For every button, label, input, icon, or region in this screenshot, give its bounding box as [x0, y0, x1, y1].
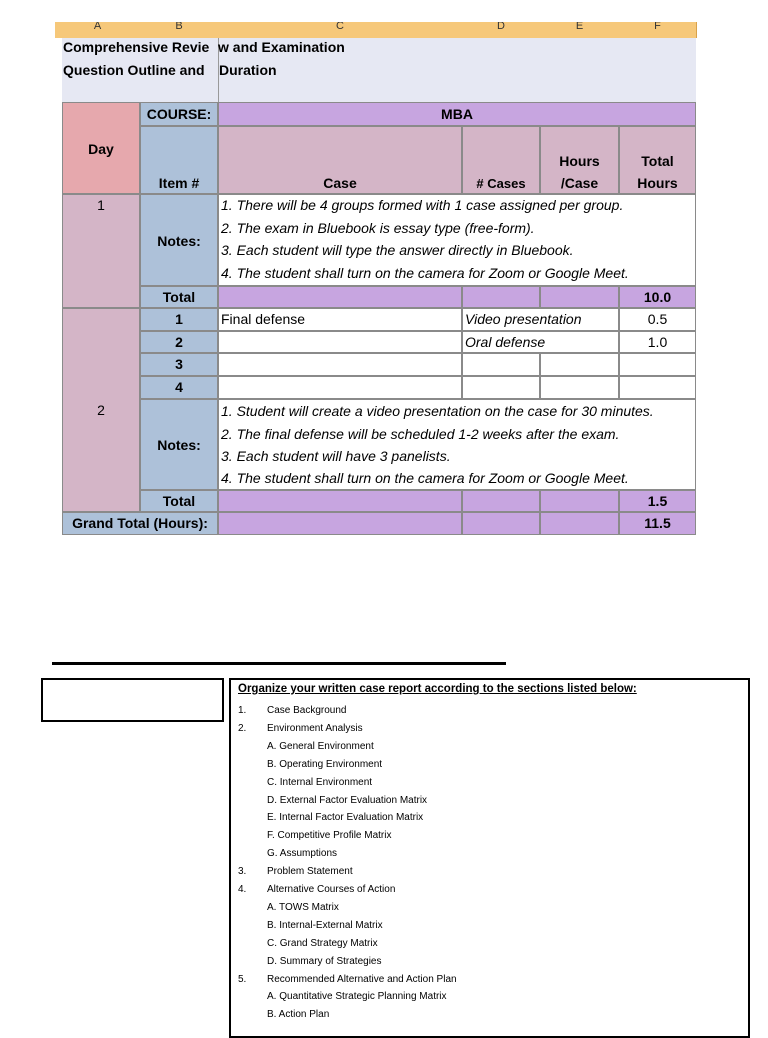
- item-type-1[interactable]: Video presentation: [462, 308, 619, 331]
- spreadsheet: [55, 22, 696, 538]
- outline-subitem: A. TOWS Matrix: [267, 901, 339, 913]
- outline-subitem: B. Action Plan: [267, 1009, 330, 1021]
- grand-total-case[interactable]: [218, 512, 462, 535]
- total-hours-header-line2: Hours: [637, 175, 678, 191]
- outline-item: Recommended Alternative and Action Plan: [267, 973, 457, 985]
- case-header: Case: [218, 126, 462, 194]
- total-hours-header-line1: Total: [641, 153, 674, 169]
- day2-total-value[interactable]: 1.5: [619, 490, 696, 512]
- hours-case-header: [540, 126, 619, 194]
- cases-header: # Cases: [462, 126, 540, 194]
- column-header-c[interactable]: C: [218, 22, 463, 38]
- item-num-2[interactable]: 2: [140, 331, 218, 353]
- outline-item: Environment Analysis: [267, 722, 363, 734]
- title-line1-part-a: Comprehensive Revie: [63, 39, 210, 55]
- day2-note-4: 4. The student shall turn on the camera for Zoom or Google Meet.: [221, 470, 629, 486]
- outline-subitem: B. Operating Environment: [267, 758, 383, 770]
- day2-total-label[interactable]: Total: [140, 490, 218, 512]
- outline-subitem: A. General Environment: [267, 740, 374, 752]
- item-type-2[interactable]: Oral defense: [462, 331, 619, 353]
- column-header-d[interactable]: D: [462, 22, 541, 38]
- outline-subitem: G. Assumptions: [267, 848, 338, 860]
- day1-total-label[interactable]: Total: [140, 286, 218, 308]
- outline-item-number: 4.: [238, 884, 247, 895]
- course-label: COURSE:: [140, 102, 218, 126]
- outline-subitem: E. Internal Factor Evaluation Matrix: [267, 812, 424, 824]
- column-header-a[interactable]: A: [55, 22, 141, 38]
- item-header: Item #: [140, 126, 218, 194]
- item-total-1[interactable]: 0.5: [619, 308, 696, 331]
- empty-label-box: [41, 678, 224, 722]
- horizontal-rule: [52, 662, 506, 665]
- day2-total-case[interactable]: [218, 490, 462, 512]
- grand-total-cases[interactable]: [462, 512, 540, 535]
- day2-total-cases[interactable]: [462, 490, 540, 512]
- outline-item: Problem Statement: [267, 866, 353, 878]
- item-cases-3[interactable]: [462, 353, 540, 376]
- title-line2-part-a: Question Outline and: [63, 62, 205, 78]
- outline-item-number: 2.: [238, 722, 247, 734]
- column-header-b[interactable]: B: [140, 22, 219, 38]
- day1-total-cases[interactable]: [462, 286, 540, 308]
- item-total-4[interactable]: [619, 376, 696, 399]
- column-header-f[interactable]: F: [619, 22, 697, 38]
- day1-note-4: 4. The student shall turn on the camera for Zoom or Google Meet.: [221, 265, 629, 281]
- item-total-2[interactable]: 1.0: [619, 331, 696, 353]
- outline-item-number: 1.: [238, 705, 247, 716]
- outline-subitem: C. Grand Strategy Matrix: [267, 937, 378, 949]
- total-hours-header: [619, 126, 696, 194]
- item-case-1[interactable]: Final defense: [218, 308, 462, 331]
- outline-subitem: F. Competitive Profile Matrix: [267, 830, 392, 842]
- outline-subitem: D. External Factor Evaluation Matrix: [267, 794, 428, 806]
- day2-total-hours-case[interactable]: [540, 490, 619, 512]
- day2-note-3: 3. Each student will have 3 panelists.: [221, 448, 451, 464]
- item-hours-case-4[interactable]: [540, 376, 619, 399]
- column-header-e[interactable]: E: [540, 22, 620, 38]
- item-case-2[interactable]: [218, 331, 462, 353]
- title-line1-part-b: w and Examination: [218, 39, 345, 55]
- item-num-3[interactable]: 3: [140, 353, 218, 376]
- day2-cell[interactable]: 2: [62, 308, 140, 512]
- day1-note-1: 1. There will be 4 groups formed with 1 case assigned per group.: [221, 197, 624, 213]
- item-cases-4[interactable]: [462, 376, 540, 399]
- outline-title: Organize your written case report according to the sections listed below:: [238, 683, 637, 695]
- item-total-3[interactable]: [619, 353, 696, 376]
- course-value: MBA: [218, 102, 696, 126]
- day2-notes-cell[interactable]: [218, 399, 696, 490]
- day1-note-3: 3. Each student will type the answer directly in Bluebook.: [221, 242, 574, 258]
- day1-note-2: 2. The exam in Bluebook is essay type (free-form).: [221, 220, 535, 236]
- item-case-4[interactable]: [218, 376, 462, 399]
- day-header: Day: [62, 102, 140, 194]
- item-num-1[interactable]: 1: [140, 308, 218, 331]
- outline-item-number: 5.: [238, 973, 247, 985]
- outline-subitem: B. Internal-External Matrix: [267, 919, 383, 931]
- outline-subitem: C. Internal Environment: [267, 776, 373, 788]
- day1-cell[interactable]: 1: [62, 194, 140, 308]
- item-num-4[interactable]: 4: [140, 376, 218, 399]
- outline-item: Alternative Courses of Action: [267, 884, 396, 895]
- day1-total-hours-case[interactable]: [540, 286, 619, 308]
- grand-total-value[interactable]: 11.5: [619, 512, 696, 535]
- outline-subitem: D. Summary of Strategies: [267, 955, 382, 967]
- day2-note-1: 1. Student will create a video presentation on the case for 30 minutes.: [221, 403, 654, 419]
- day1-total-value[interactable]: 10.0: [619, 286, 696, 308]
- day1-total-case[interactable]: [218, 286, 462, 308]
- day2-notes-label[interactable]: Notes:: [140, 399, 218, 490]
- day1-notes-label[interactable]: Notes:: [140, 194, 218, 286]
- hours-case-header-line2: /Case: [560, 175, 599, 191]
- hours-case-header-line1: Hours: [559, 153, 600, 169]
- outline-item-number: 3.: [238, 866, 247, 878]
- day2-note-2: 2. The final defense will be scheduled 1-2 weeks after the exam.: [221, 426, 620, 442]
- outline-item: Case Background: [267, 705, 347, 716]
- title-line2-part-b: Duration: [219, 62, 277, 78]
- day1-notes-cell[interactable]: [218, 194, 696, 286]
- grand-total-label[interactable]: Grand Total (Hours):: [62, 512, 218, 535]
- item-hours-case-3[interactable]: [540, 353, 619, 376]
- outline-subitem: A. Quantitative Strategic Planning Matrix: [267, 991, 447, 1003]
- item-case-3[interactable]: [218, 353, 462, 376]
- grand-total-hours-case[interactable]: [540, 512, 619, 535]
